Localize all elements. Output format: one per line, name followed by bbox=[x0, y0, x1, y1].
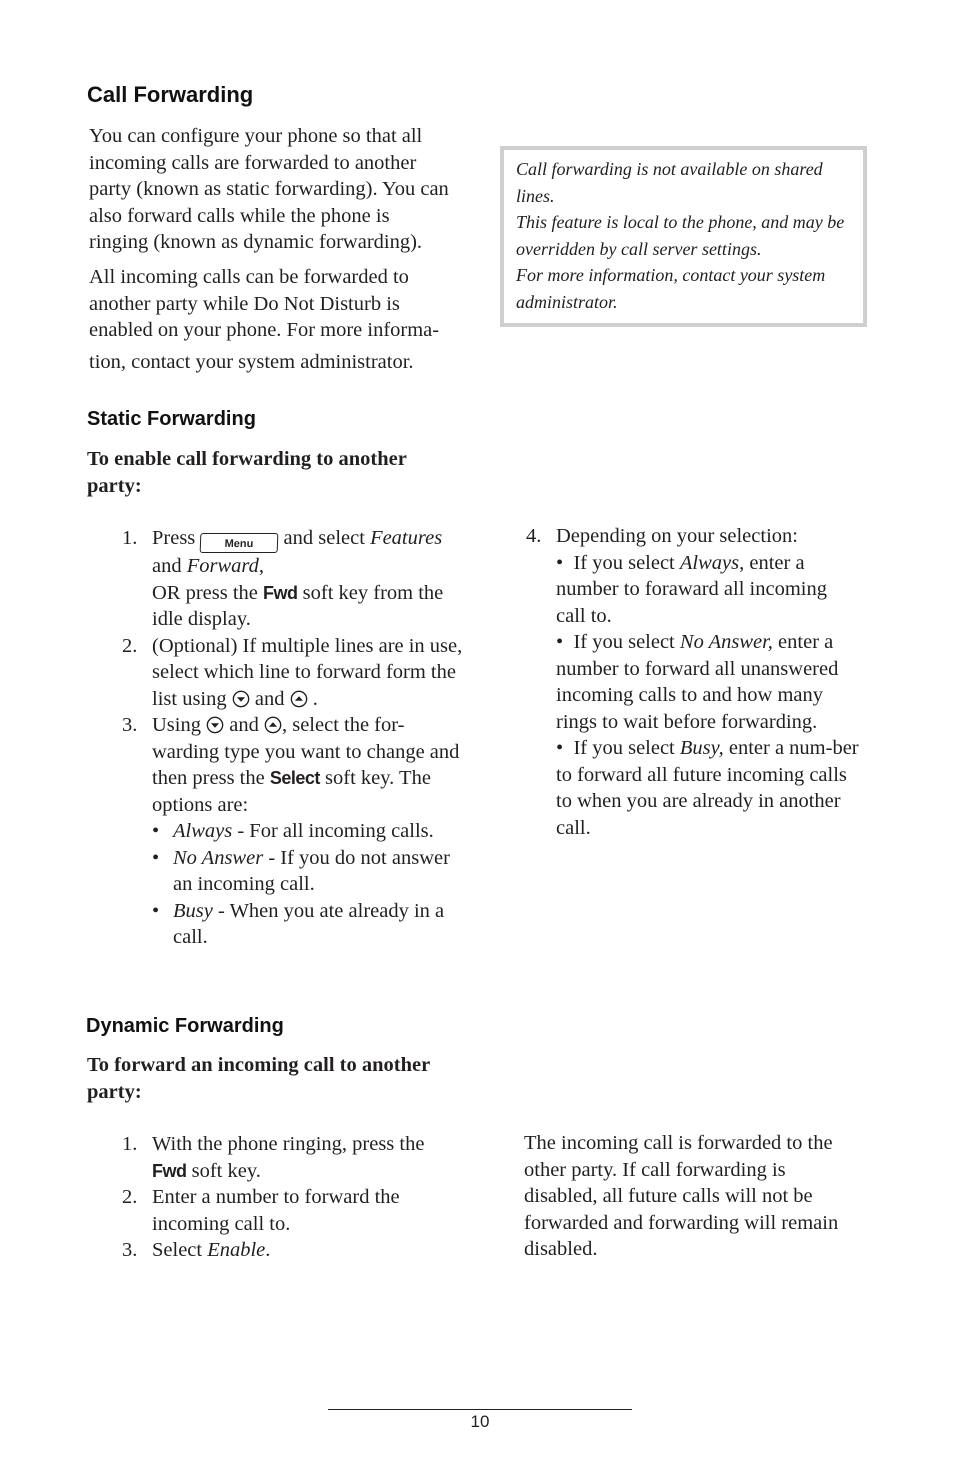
selection-bullet: • If you select Busy, enter a num-ber to forward all future incoming calls to when you are already in another call. bbox=[556, 737, 859, 839]
dynamic-step-2: 2. Enter a number to forward the incoming call to. bbox=[122, 1186, 400, 1235]
dynamic-step-3: 3. Select Enable. bbox=[122, 1239, 271, 1261]
option-item: • No Answer - If you do not answer an incoming call. bbox=[152, 846, 450, 895]
page-title: Call Forwarding bbox=[87, 82, 254, 107]
dynamic-forwarding-subheading: To forward an incoming call to another party: bbox=[87, 1054, 430, 1103]
intro-paragraph-1: You can configure your phone so that all incoming calls are forwarded to another party (known as static forwarding). You can also forward calls while the phone is ringing (known as dynamic forwarding). bbox=[89, 125, 449, 253]
static-step-4: 4. Depending on your selection: • If you select Always, enter a number to foraward all incoming call to. • If you select No Answer, enter a number to forward all unanswered incoming calls to and how many rings to wait before forwarding. • If you select Busy, enter a num-ber to forward all future incoming calls to when you are already in another call. bbox=[526, 523, 861, 841]
option-item: • Busy - When you ate already in a call. bbox=[152, 899, 445, 948]
note-line: This feature is local to the phone, and may be overridden by call server settings. bbox=[516, 212, 845, 259]
select-soft-key: Select bbox=[269, 768, 320, 788]
fwd-soft-key: Fwd bbox=[152, 1160, 187, 1181]
intro-line: enabled on your phone. For more informa- bbox=[89, 319, 440, 341]
selection-bullet: • If you select No Answer, enter a number to forward all unanswered incoming calls to and how many rings to wait before forwarding. bbox=[556, 631, 839, 733]
dynamic-forwarding-heading: Dynamic Forwarding bbox=[86, 1015, 284, 1037]
dynamic-result-paragraph: The incoming call is forwarded to the other party. If call forwarding is disabled, all future calls will not be forwarded and forwarding will remain disabled. bbox=[524, 1132, 839, 1260]
static-forwarding-heading: Static Forwarding bbox=[87, 408, 256, 430]
note-box bbox=[500, 146, 867, 327]
up-arrow-circle-icon bbox=[290, 690, 308, 708]
static-steps-list-continued bbox=[526, 523, 861, 841]
option-item: • Always - For all incoming calls. bbox=[152, 820, 434, 842]
page-number: 10 bbox=[470, 1412, 490, 1431]
dynamic-steps-list bbox=[122, 1131, 452, 1264]
static-step-1: 1. Press Menu and select Features and Forward, OR press the Fwd soft key from the idle display. bbox=[122, 527, 444, 630]
menu-key: Menu bbox=[200, 533, 279, 553]
selection-bullet: • If you select Always, enter a number to foraward all incoming call to. bbox=[556, 551, 827, 627]
intro-paragraph-2 bbox=[89, 264, 469, 375]
intro-line: tion, contact your system administrator. bbox=[89, 350, 414, 373]
static-steps-list bbox=[122, 525, 467, 951]
intro-line: another party while Do Not Disturb is bbox=[89, 292, 400, 315]
up-arrow-circle-icon bbox=[264, 716, 282, 734]
static-step-3: 3. Using and , select the for-warding type you want to change and then press the Select soft key. The options are: • Always - For all incoming calls. • No Answer - If you do not answer an incoming call. • Busy - When you ate already in a call. bbox=[122, 712, 467, 951]
down-arrow-circle-icon bbox=[232, 690, 250, 708]
footer-divider bbox=[328, 1409, 632, 1410]
static-step-2: 2. (Optional) If multiple lines are in use, select which line to forward form the list using and . bbox=[122, 634, 463, 710]
down-arrow-circle-icon bbox=[206, 716, 224, 734]
note-line: For more information, contact your system administrator. bbox=[516, 265, 826, 312]
fwd-soft-key: Fwd bbox=[263, 582, 298, 603]
note-line: Call forwarding is not available on shared lines. bbox=[516, 159, 823, 206]
static-forwarding-subheading: To enable call forwarding to another party: bbox=[87, 448, 407, 497]
intro-line: All incoming calls can be forwarded to bbox=[89, 266, 409, 288]
dynamic-step-1: 1. With the phone ringing, press the Fwd soft key. bbox=[122, 1133, 425, 1182]
